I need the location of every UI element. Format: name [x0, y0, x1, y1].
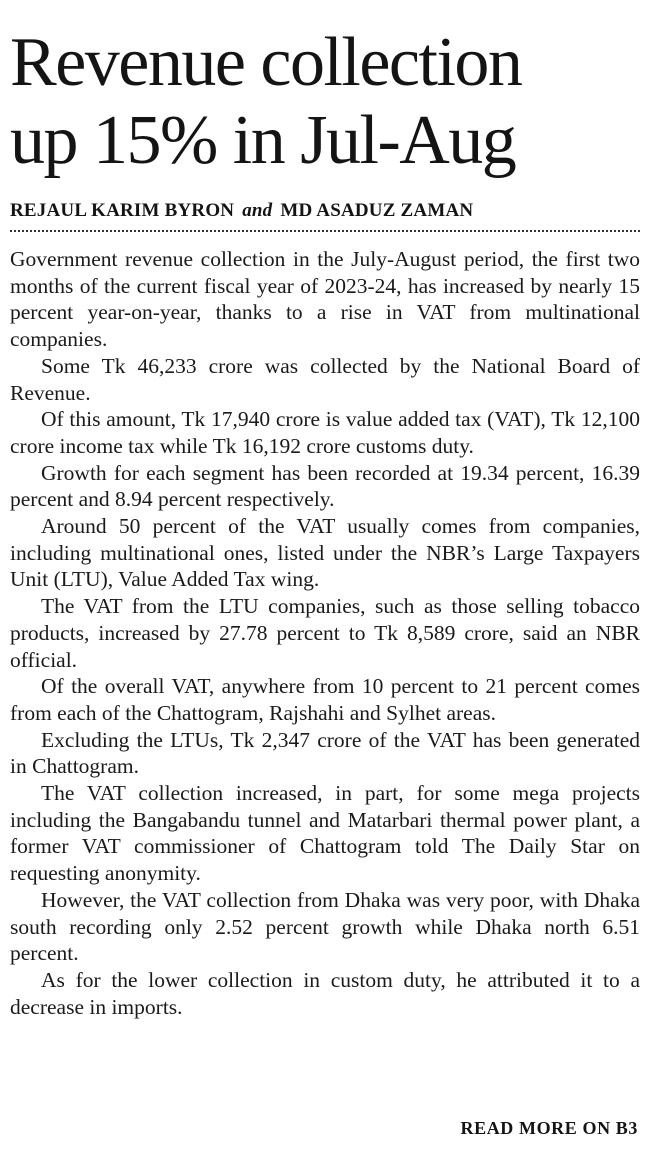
headline-line-1: Revenue collection	[10, 24, 522, 101]
paragraph: The VAT from the LTU companies, such as those selling tobacco products, increased by 27.78 percent to Tk 8,589 crore, said an NBR official.	[10, 594, 640, 672]
paragraph: Excluding the LTUs, Tk 2,347 crore of the VAT has been generated in Chattogram.	[10, 727, 640, 779]
paragraph: As for the lower collection in custom duty, he attributed it to a decrease in imports.	[10, 967, 640, 1019]
byline	[10, 200, 640, 222]
byline-conjunction: and	[242, 200, 273, 221]
headline-line-2: up 15% in Jul-Aug	[10, 102, 516, 179]
paragraph: Growth for each segment has been recorded at 19.34 percent, 16.39 percent and 8.94 percent respectively.	[10, 460, 640, 512]
paragraph: Of the overall VAT, anywhere from 10 percent to 21 percent comes from each of the Chattogram, Rajshahi and Sylhet areas.	[10, 674, 640, 725]
read-more-link[interactable]: READ MORE ON B3	[460, 1118, 638, 1138]
dotted-divider	[10, 230, 640, 232]
paragraph: Some Tk 46,233 crore was collected by the National Board of Revenue.	[10, 353, 640, 405]
article	[10, 24, 640, 1020]
paragraph: Of this amount, Tk 17,940 crore is value added tax (VAT), Tk 12,100 crore income tax while Tk 16,192 crore customs duty.	[10, 407, 640, 458]
byline-author-2: MD ASADUZ ZAMAN	[280, 200, 474, 221]
paragraph: Government revenue collection in the July-August period, the first two months of the current fiscal year of 2023-24, has increased by nearly 15 percent year-on-year, thanks to a rise in VAT from multinational companies.	[10, 247, 640, 352]
article-body	[10, 246, 640, 1020]
paragraph: The VAT collection increased, in part, for some mega projects including the Bangabandu tunnel and Matarbari thermal power plant, a former VAT commissioner of Chattogram told The Daily Star on requesting anonymity.	[10, 781, 640, 886]
byline-author-1: REJAUL KARIM BYRON	[10, 200, 235, 221]
headline	[10, 24, 640, 180]
paragraph: However, the VAT collection from Dhaka was very poor, with Dhaka south recording only 2.52 percent growth while Dhaka north 6.51 percent.	[10, 887, 640, 966]
paragraph: Around 50 percent of the VAT usually comes from companies, including multinational ones, listed under the NBR’s Large Taxpayers Unit (LTU), Value Added Tax wing.	[10, 514, 640, 592]
